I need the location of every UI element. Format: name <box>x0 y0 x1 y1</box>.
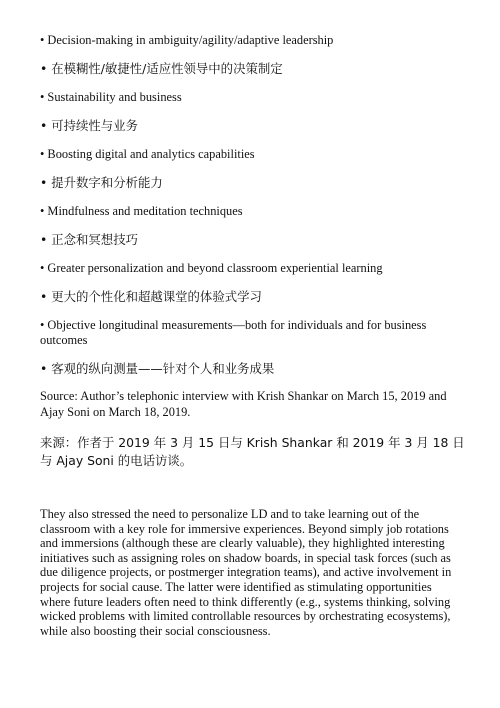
bullet-zh-3: • 提升数字和分析能力 <box>40 175 163 190</box>
bullet-zh-1: • 在模糊性/敏捷性/适应性领导中的决策制定 <box>40 61 283 76</box>
bullet-en-4: • Mindfulness and meditation techniques <box>40 204 243 218</box>
bullet-en-5: • Greater personalization and beyond classroom experiential learning <box>40 261 383 275</box>
bullet-en-1: • Decision-making in ambiguity/agility/adaptive leadership <box>40 33 334 47</box>
bullet-en-6: • Objective longitudinal measurements—both for individuals and for business outcomes <box>40 318 427 347</box>
bullet-zh-6: • 客观的纵向测量——针对个人和业务成果 <box>40 361 275 376</box>
bullet-en-2: • Sustainability and business <box>40 90 182 104</box>
bullet-zh-2: • 可持续性与业务 <box>40 118 138 133</box>
source-note-zh: 来源：作者于 2019 年 3 月 15 日与 Krish Shankar 和 2019 年 3 月 18 日与 Ajay Soni 的电话访谈。 <box>40 435 465 468</box>
document-page <box>40 33 465 638</box>
bullet-en-3: • Boosting digital and analytics capabilities <box>40 147 255 161</box>
bullet-zh-4: • 正念和冥想技巧 <box>40 232 138 247</box>
body-paragraph: They also stressed the need to personalize LD and to take learning out of the classroom with a key role for immersive experiences. Beyond simply job rotations and immersions (although these are clearly valuable), they highlighted interesting initiatives such as assigning roles on shadow boards, in special task forces (such as due diligence projects, or postmerger integration teams), and active involvement in projects for social cause. The latter were identified as stimulating opportunities where future leaders often need to think differently (e.g., systems thinking, solving wicked problems with limited controllable resources by orchestrating ecosystems), while also boosting their social consciousness. <box>40 507 452 638</box>
bullet-zh-5: • 更大的个性化和超越课堂的体验式学习 <box>40 289 262 304</box>
source-note-en: Source: Author’s telephonic interview with Krish Shankar on March 15, 2019 and Ajay Soni on March 18, 2019. <box>40 389 447 419</box>
